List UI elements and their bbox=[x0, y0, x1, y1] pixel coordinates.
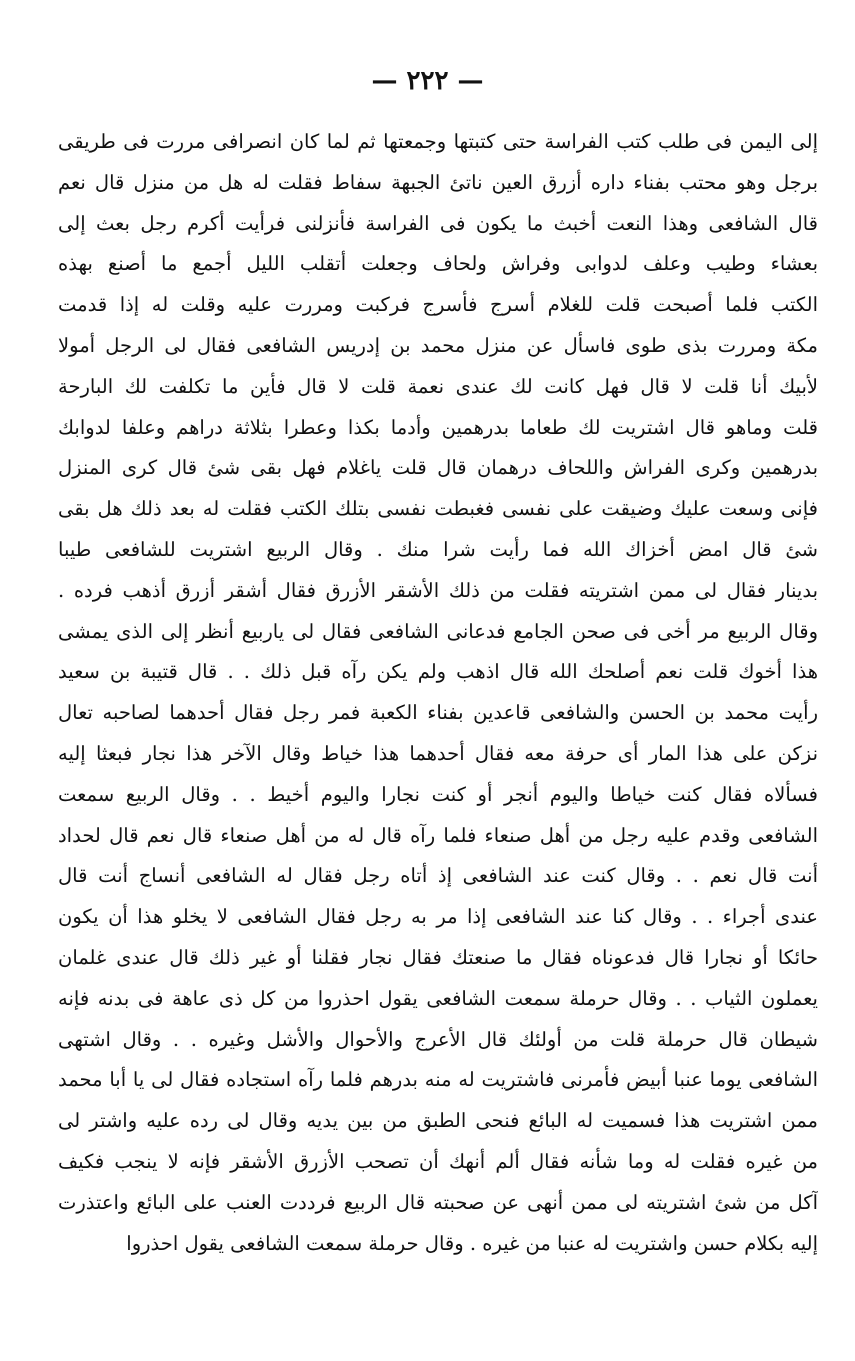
text-line: شيطان قال حرملة قلت من أولئك قال الأعرج والأحوال والأشل وغيره . . وقال اشتهى bbox=[58, 1027, 818, 1051]
text-line: وقال الربيع مر أخى فى صحن الجامع فدعانى الشافعى فقال لى ياربيع أنظر إلى الذى يمشى bbox=[58, 619, 818, 643]
text-line: ممن اشتريت هذا فسميت له البائع فنحى الطبق من بين يديه وقال لى رده عليه واشتر لى bbox=[58, 1109, 818, 1133]
text-line: رأيت محمد بن الحسن والشافعى قاعدين بفناء الكعبة فمر رجل فقال أحدهما لصاحبه تعال bbox=[58, 701, 818, 725]
text-line: الشافعى يوما عنبا أبيض فأمرنى فاشتريت له منه بدرهم فلما رآه استجاده فقال لى يا أبا محمد bbox=[58, 1068, 818, 1092]
text-line: يعملون الثياب . . وقال حرملة سمعت الشافعى يقول احذروا من كل ذى عاهة فى بدنه فإنه bbox=[58, 986, 818, 1010]
text-line: آكل من شئ اشتريته لى ممن أنهى عن صحبته قال الربيع فرددت العنب على البائع واعتذرت bbox=[58, 1190, 818, 1214]
text-line: شئ قال امض أخزاك الله فما رأيت شرا منك . وقال الربيع اشتريت للشافعى طيبا bbox=[58, 537, 818, 561]
text-line: بدينار فقال لى ممن اشتريته فقلت من ذلك الأشقر الأزرق فقال أشقر أزرق أذهب فرده . bbox=[58, 578, 818, 602]
text-line: برجل وهو محتب بفناء داره أزرق العين ناتئ الجبهة سفاط فقلت له هل من منزل قال نعم bbox=[58, 170, 818, 194]
text-line: لأبيك أنا قلت لا قال فهل كانت لك عندى نعمة قلت لا قال فأين ما تكلفت لك البارحة bbox=[58, 374, 818, 398]
text-line: مكة ومررت بذى طوى فاسأل عن منزل محمد بن إدريس الشافعى فقال لى الرجل أمولا bbox=[58, 333, 818, 357]
text-line: بدرهمين وكرى الفراش واللحاف درهمان قال قلت ياغلام فهل بقى شئ قال كرى المنزل bbox=[58, 456, 818, 480]
text-line: إليه بكلام حسن واشتريت له عنبا من غيره . وقال حرملة سمعت الشافعى يقول احذروا bbox=[126, 1231, 818, 1255]
text-line: إلى اليمن فى طلب كتب الفراسة حتى كتبتها وجمعتها ثم لما كان انصرافى مررت فى طريقى bbox=[58, 130, 818, 153]
text-line: فسألاه فقال كنت خياطا واليوم أنجر أو كنت نجارا واليوم أخيط . . وقال الربيع سمعت bbox=[58, 782, 818, 806]
text-line: عندى أجراء . . وقال كنا عند الشافعى إذا مر به رجل فقال الشافعى لا يخلو هذا أن يكون bbox=[58, 905, 818, 929]
text-line: قال الشافعى وهذا النعت أخبث ما يكون فى الفراسة فأنزلنى فرأيت أكرم رجل بعث إلى bbox=[58, 211, 818, 235]
text-line: فإنى وسعت عليك وضيقت على نفسى فغبطت نفسى بتلك الكتب فقلت له بعد ذلك هل بقى bbox=[58, 497, 818, 521]
text-line: حائكا أو نجارا قال فدعوناه فقال ما صنعتك فقال نجار فقلنا أو غير ذلك قال عندى غلمان bbox=[58, 945, 818, 969]
text-line: هذا أخوك قلت نعم أصلحك الله قال اذهب ولم يكن رآه قبل ذلك . . قال قتيبة بن سعيد bbox=[58, 660, 818, 684]
text-line: أنت قال نعم . . وقال كنت عند الشافعى إذ أتاه رجل فقال له الشافعى أنساج أنت قال bbox=[58, 864, 818, 888]
text-line: قلت وماهو قال اشتريت لك طعاما بدرهمين وأدما بكذا وعطرا بثلاثة دراهم وعلفا لدوابك bbox=[58, 415, 818, 439]
text-line: نزكن على هذا المار أى حرفة معه فقال أحدهما هذا خياط وقال الآخر هذا نجار فبعثا إليه bbox=[58, 741, 818, 765]
text-body bbox=[58, 122, 818, 1264]
text-line: الشافعى وقدم عليه رجل من أهل صنعاء فلما رآه قال له من أهل صنعاء قال نعم قال لحداد bbox=[58, 823, 818, 847]
text-line: بعشاء وطيب وعلف لدوابى وفراش ولحاف وجعلت أتقلب الليل أجمع ما أصنع بهذه bbox=[58, 252, 818, 276]
text-line: الكتب فلما أصبحت قلت للغلام أسرج فأسرج فركبت ومررت عليه وقلت له إذا قدمت bbox=[58, 293, 818, 317]
text-line: من غيره فقلت له وما شأنه فقال ألم أنهك أن تصحب الأزرق الأشقر فإنه لا ينجب فكيف bbox=[58, 1149, 818, 1173]
page-number: — ٢٢٢ — bbox=[371, 66, 484, 96]
